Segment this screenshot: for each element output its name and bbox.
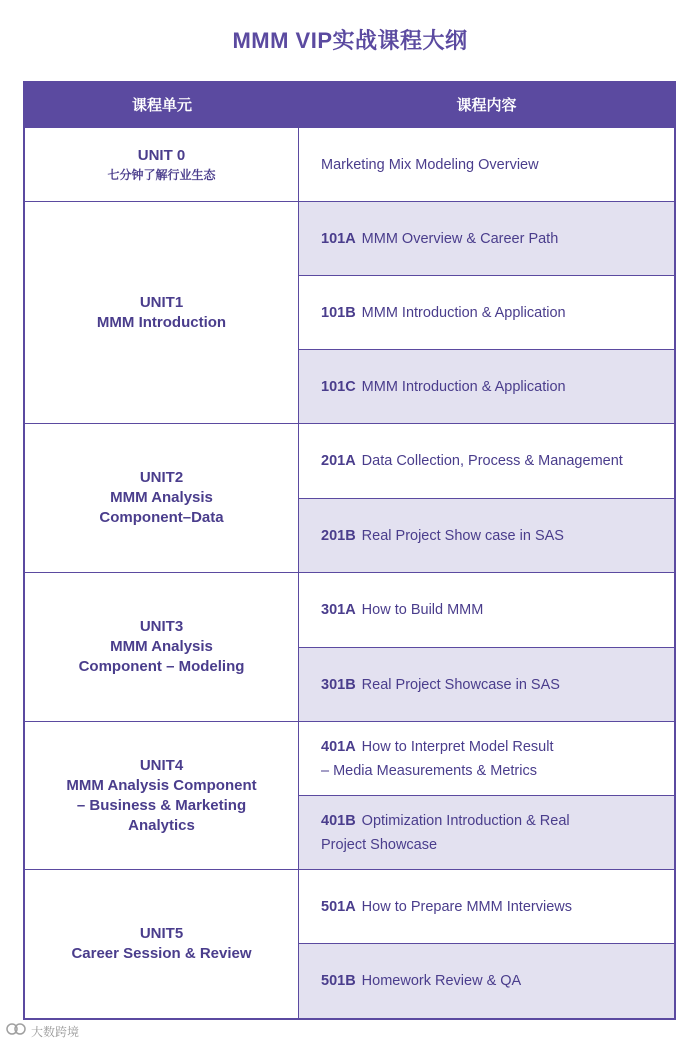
lesson-code: 501A [321, 898, 356, 915]
unit-cell-2 [25, 424, 299, 573]
lesson-code: 301A [321, 602, 356, 618]
lesson-row [299, 350, 674, 424]
lesson-text: How to Interpret Model Result [361, 738, 554, 755]
lesson-code: 301B [321, 676, 356, 693]
unit-2-title: UNIT2 [139, 469, 184, 486]
unit-cell-0 [25, 128, 299, 202]
lesson-row [299, 870, 674, 944]
lesson-row [299, 499, 674, 573]
unit-3-name-line2: Component – Modeling [78, 658, 245, 675]
unit-1-name: MMM Introduction [96, 313, 227, 331]
watermark-logo-icon [6, 1022, 28, 1039]
watermark [6, 1022, 79, 1040]
lesson-code: 401B [321, 812, 356, 829]
lesson-row [299, 424, 674, 499]
lesson-row [299, 202, 674, 276]
unit-3-title: UNIT3 [139, 618, 184, 635]
header-unit-column: 课程单元 [131, 97, 192, 114]
course-outline-table [23, 81, 676, 1020]
lesson-code: 201A [321, 453, 356, 469]
unit-0-title: UNIT 0 [137, 146, 186, 164]
lesson-text-line2: Project Showcase [321, 836, 438, 853]
lesson-text: How to Prepare MMM Interviews [361, 898, 572, 915]
lesson-text: Optimization Introduction & Real [361, 812, 570, 829]
page-title: MMM VIP实战课程大纲 [232, 28, 468, 53]
lesson-row [299, 796, 674, 870]
lesson-text: Marketing Mix Modeling Overview [321, 156, 539, 173]
lesson-row [299, 128, 674, 202]
lesson-text: MMM Introduction & Application [361, 378, 566, 395]
unit-4-name-line1: MMM Analysis Component [66, 776, 257, 794]
unit-cell-3 [25, 573, 299, 722]
lesson-text: Homework Review & QA [361, 973, 522, 989]
lesson-code: 201B [321, 527, 356, 544]
lesson-code: 501B [321, 973, 356, 989]
unit-1-title: UNIT1 [139, 293, 184, 311]
lesson-text: Real Project Showcase in SAS [361, 676, 560, 693]
watermark-text: 大数跨境 [31, 1025, 80, 1039]
unit-4-title: UNIT4 [139, 756, 184, 774]
lesson-text: MMM Introduction & Application [361, 304, 566, 321]
lesson-row [299, 944, 674, 1018]
lesson-row [299, 573, 674, 648]
unit-cell-4 [25, 722, 299, 870]
unit-2-name-line2: Component–Data [99, 509, 224, 526]
lesson-text: How to Build MMM [361, 602, 484, 618]
lesson-text-line2: – Media Measurements & Metrics [321, 762, 537, 779]
lesson-code: 401A [321, 738, 356, 755]
unit-5-title: UNIT5 [139, 925, 184, 942]
lesson-row [299, 648, 674, 722]
unit-4-name-line2: – Business & Marketing [76, 796, 247, 814]
unit-3-name-line1: MMM Analysis [110, 638, 213, 655]
lesson-code: 101A [321, 230, 356, 247]
lesson-text: Data Collection, Process & Management [361, 453, 623, 469]
header-content-column: 课程内容 [456, 97, 517, 114]
unit-cell-1 [25, 202, 299, 424]
lesson-code: 101C [321, 378, 356, 395]
lesson-code: 101B [321, 304, 356, 321]
unit-4-name-line3: Analytics [128, 816, 195, 834]
unit-cell-5 [25, 870, 299, 1018]
unit-5-name: Career Session & Review [71, 945, 252, 962]
table-header [25, 83, 674, 128]
unit-2-name-line1: MMM Analysis [110, 489, 213, 506]
lesson-row [299, 276, 674, 350]
lesson-text: Real Project Show case in SAS [361, 527, 564, 544]
lesson-text: MMM Overview & Career Path [361, 230, 559, 247]
unit-0-subtitle: 七分钟了解行业生态 [107, 167, 216, 182]
lesson-row [299, 722, 674, 796]
